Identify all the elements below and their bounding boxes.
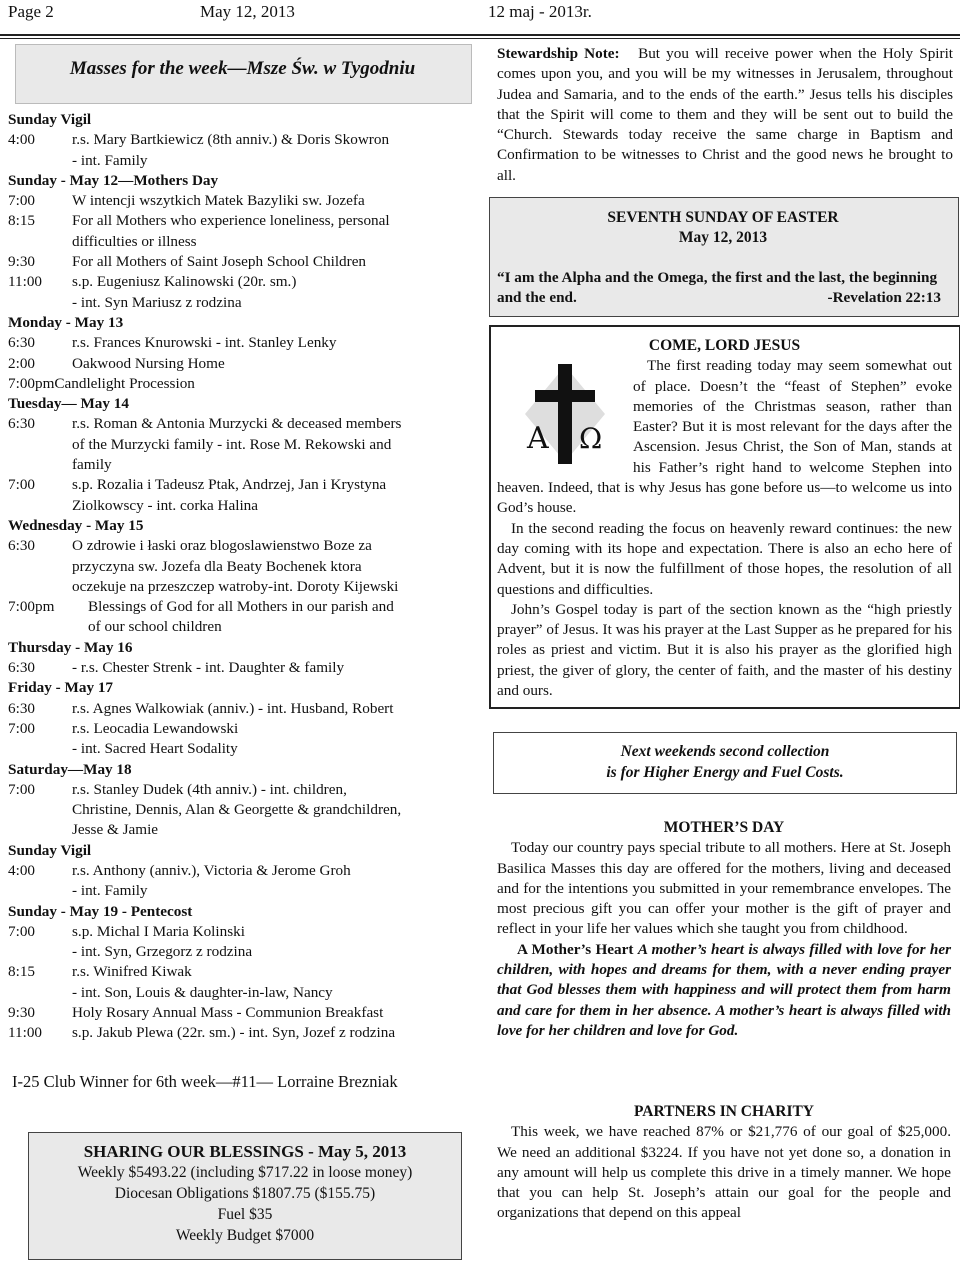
omega-glyph: Ω: [579, 422, 603, 456]
seventh-sunday-title: SEVENTH SUNDAY OF EASTER: [607, 209, 839, 226]
sharing-diocesan: Diocesan Obligations $1807.75 ($155.75): [114, 1185, 376, 1202]
mass-entry: 11:00 s.p. Eugeniusz Kalinowski (20r. sm.): [8, 273, 297, 291]
seventh-sunday-date: May 12, 2013: [678, 229, 768, 246]
day-heading: Tuesday— May 14: [8, 395, 129, 413]
header-date-en: May 12, 2013: [200, 2, 295, 21]
come-lord-section: [497, 336, 952, 701]
mass-entry: 6:30 r.s. Roman & Antonia Murzycki & deceased members: [8, 415, 402, 433]
sharing-title: SHARING OUR BLESSINGS - May 5, 2013: [83, 1142, 407, 1161]
page-number: Page 2: [8, 2, 54, 21]
mass-entry-cont: oczekuje na przeszczep watroby-int. Doroty Kijewski: [72, 577, 399, 595]
page-header: [0, 0, 960, 30]
revelation-quote: [497, 268, 941, 308]
masses-title: Masses for the week—Msze Św. w Tygodniu: [69, 58, 416, 79]
next-collection-line2: is for Higher Energy and Fuel Costs.: [606, 764, 844, 781]
day-heading: Saturday—May 18: [8, 760, 132, 778]
header-date-pl: 12 maj - 2013r.: [488, 2, 592, 21]
quote-text: “I am the Alpha and the Omega, the first and the last, the beginning and the end.: [497, 269, 938, 306]
come-lord-p3: John’s Gospel today is part of the section known as the “high priestly prayer” of Jesus. It was his prayer at the Last Supper as he prepared for his roles as priest and victim. But it is also his prayer as the glorified high priest, the giver of glory, the center of faith, and the master of his destiny and ours.: [497, 600, 952, 700]
mass-entry: 8:15 r.s. Winifred Kiwak: [8, 963, 192, 981]
mass-entry-cont: - int. Family: [72, 882, 148, 900]
mothers-day-p1: Today our country pays special tribute to all mothers. Here at St. Joseph Basilica Masses this day are offered for the mothers, living and deceased and for the intentions you submitted in your remembrance envelopes. The most precious gift you can offer your mother is the gift of prayer and reflect in your life her values which she taught you from childhood.: [497, 839, 951, 938]
mass-entry: 6:30 r.s. Frances Knurowski - int. Stanley Lenky: [8, 334, 337, 352]
come-lord-p2: In the second reading the focus on heavenly reward continues: the new day coming with its hope and expectation. There is also an echo here of Advent, but it is now the fulfillment of those hopes, the resolution of all questions and difficulties.: [497, 519, 952, 598]
mothers-day-section: [497, 818, 951, 1041]
mass-entry-cont: of our school children: [88, 618, 222, 636]
day-heading: Sunday Vigil: [8, 111, 92, 128]
mass-entry: 7:00 r.s. Leocadia Lewandowski: [8, 719, 239, 737]
mass-entry-cont: przyczyna sw. Jozefa dla Beaty Bochenek ktora: [72, 557, 362, 575]
stewardship-note: [497, 44, 953, 186]
stewardship-text: But you will receive power when the Holy Spirit comes upon you, and you will be my witnesses in Jerusalem, throughout Judea and Samaria, and to the ends of the earth.” Jesus tells his disciples that the Spirit will come to them and they will be sent out to build the “Church. Stewards today receive the same charge in Baptism and Confirmation to be witnesses to Christ and the good news he brought to all.: [497, 45, 954, 184]
mass-entry-cont: - int. Syn Mariusz z rodzina: [72, 293, 242, 311]
mothers-day-title: MOTHER’S DAY: [663, 819, 785, 836]
seventh-sunday-heading: [489, 208, 957, 248]
mass-entry-cont: of the Murzycki family - int. Rose M. Rekowski and: [72, 435, 392, 453]
sharing-fuel: Fuel $35: [217, 1206, 273, 1223]
day-heading: Wednesday - May 15: [8, 516, 144, 534]
day-heading: Friday - May 17: [8, 679, 114, 697]
sharing-blessings-box: [28, 1132, 462, 1260]
mass-entry: 6:30 r.s. Agnes Walkowiak (anniv.) - int. Husband, Robert: [8, 699, 394, 717]
mass-entry: 7:00pmCandlelight Procession: [8, 374, 195, 392]
mass-schedule: [8, 110, 468, 1044]
mass-entry: 8:15 For all Mothers who experience loneliness, personal: [8, 212, 390, 230]
mothers-heart-label: A Mother’s Heart: [517, 940, 634, 958]
mass-entry: 7:00pm Blessings of God for all Mothers in our parish and: [8, 598, 394, 616]
partners-charity-section: [497, 1102, 951, 1224]
day-heading: Monday - May 13: [8, 313, 124, 331]
mass-entry-cont: Jesse & Jamie: [72, 821, 159, 839]
partners-title: PARTNERS IN CHARITY: [633, 1103, 815, 1120]
partners-text: This week, we have reached 87% or $21,776 of our goal of $25,000. We need an additional $3224. If you have not yet done so, a donation in any amount will help us complete this drive in a timely manner. We hope that you can help St. Joseph’s attain our goal for the people and organizations that depend on this appeal: [497, 1123, 951, 1222]
mass-entry-cont: Ziolkowscy - int. corka Halina: [72, 496, 258, 514]
header-rule: [0, 34, 960, 36]
mass-entry: 6:30 - r.s. Chester Strenk - int. Daughter & family: [8, 659, 345, 677]
day-heading: Sunday Vigil: [8, 841, 92, 859]
mass-entry: 7:00 W intencji wszytkich Matek Bazyliki sw. Jozefa: [8, 192, 365, 210]
next-collection-box: [493, 732, 957, 794]
come-lord-title: COME, LORD JESUS: [648, 337, 801, 354]
mass-entry: 4:00 r.s. Anthony (anniv.), Victoria & Jerome Groh: [8, 861, 351, 879]
mass-entry-cont: family: [72, 456, 112, 474]
mass-entry: 2:00 Oakwood Nursing Home: [8, 354, 225, 372]
mass-entry-cont: difficulties or illness: [72, 232, 197, 250]
stewardship-label: Stewardship Note:: [497, 45, 620, 62]
alpha-omega-cross-icon: [505, 362, 625, 467]
come-lord-p1: The first reading today may seem somewhat out of place. Doesn’t the “feast of Stephen” evoke memories of the Christmas season, rather than Easter? But it is most relevant for the days after the Ascension. Jesus Christ, the Son of Man, stands at his Father’s right hand to welcome Stephen into heaven. Indeed, that is why Jesus has gone before us—to welcome us into God’s house.: [497, 357, 952, 517]
mass-entry: 7:00 s.p. Michal I Maria Kolinski: [8, 922, 245, 940]
mass-entry: 11:00 s.p. Jakub Plewa (22r. sm.) - int. Syn, Jozef z rodzina: [8, 1024, 396, 1042]
mass-entry: 9:30 For all Mothers of Saint Joseph School Children: [8, 253, 367, 271]
next-collection-line1: Next weekends second collection: [620, 743, 830, 760]
mass-entry-cont: - int. Sacred Heart Sodality: [72, 740, 238, 758]
mass-entry-cont: - int. Son, Louis & daughter-in-law, Nancy: [72, 983, 333, 1001]
header-rule-thin: [0, 38, 960, 39]
mass-entry: 6:30 O zdrowie i łaski oraz blogoslawienstwo Boze za: [8, 537, 372, 555]
quote-ref: -Revelation 22:13: [827, 289, 941, 306]
i25-club-winner: I-25 Club Winner for 6th week—#11— Lorraine Brezniak: [12, 1072, 398, 1091]
mass-entry-cont: - int. Family: [72, 151, 148, 169]
mass-entry: 9:30 Holy Rosary Annual Mass - Communion Breakfast: [8, 1004, 384, 1022]
mass-entry-cont: - int. Syn, Grzegorz z rodzina: [72, 943, 253, 961]
alpha-glyph: A: [527, 421, 549, 457]
mothers-heart-text: A mother’s heart is always filled with love for her children, with hopes and dreams for them, with a never ending prayer that God blesses them with happiness and will protect them from harm and care for them in her absence. A mother’s heart is always filled with love for her children and love for God.: [497, 940, 952, 1039]
day-heading: Sunday - May 19 - Pentecost: [8, 902, 193, 920]
sharing-weekly: Weekly $5493.22 (including $717.22 in loose money): [77, 1164, 413, 1181]
sharing-budget: Weekly Budget $7000: [175, 1227, 315, 1244]
mass-entry: 7:00 s.p. Rozalia i Tadeusz Ptak, Andrzej, Jan i Krystyna: [8, 476, 387, 494]
mass-entry-cont: Christine, Dennis, Alan & Georgette & grandchildren,: [72, 801, 402, 819]
mass-entry: 7:00 r.s. Stanley Dudek (4th anniv.) - int. children,: [8, 780, 347, 798]
day-heading: Sunday - May 12—Mothers Day: [8, 171, 219, 189]
day-heading: Thursday - May 16: [8, 638, 133, 656]
mass-entry: 4:00 r.s. Mary Bartkiewicz (8th anniv.) & Doris Skowron: [8, 131, 390, 149]
